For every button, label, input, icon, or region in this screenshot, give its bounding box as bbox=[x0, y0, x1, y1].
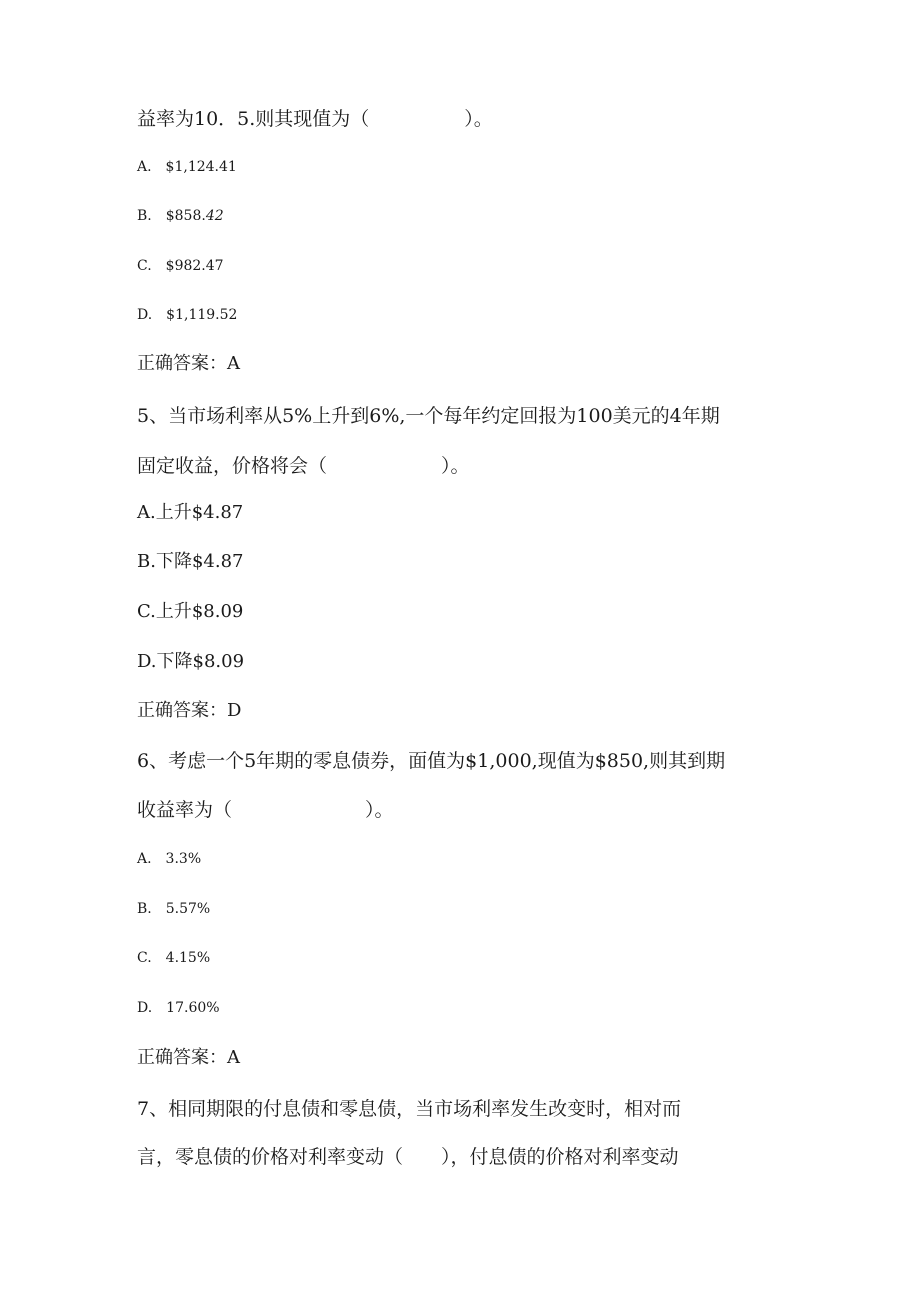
q5-option-b: B.下降$4.87 bbox=[137, 551, 244, 572]
q6-option-c: C. 4.15% bbox=[137, 950, 211, 966]
q6-answer: 正确答案：A bbox=[137, 1047, 240, 1068]
q7-stem-line2: 言，零息债的价格对利率变动（ ），付息债的价格对利率变动 bbox=[137, 1146, 679, 1168]
q4-answer: 正确答案：A bbox=[137, 353, 240, 374]
q6-option-d: D. 17.60% bbox=[137, 1000, 220, 1016]
q6-option-b: B. 5.57% bbox=[137, 901, 211, 917]
q4-option-d: D. $1,119.52 bbox=[137, 307, 238, 323]
q4-option-b-decimal: 42 bbox=[205, 208, 224, 224]
q5-option-a: A.上升$4.87 bbox=[137, 502, 244, 523]
q5-option-d: D.下降$8.09 bbox=[137, 651, 245, 672]
q5-answer: 正确答案：D bbox=[137, 700, 242, 721]
q4-option-b-text: B. $858. bbox=[137, 208, 206, 224]
q6-stem-line2: 收益率为（ ）。 bbox=[137, 799, 394, 821]
q5-stem-line2: 固定收益，价格将会（ ）。 bbox=[137, 455, 470, 477]
q7-stem-line1: 7、相同期限的付息债和零息债，当市场利率发生改变时，相对而 bbox=[137, 1098, 682, 1120]
q4-option-b bbox=[137, 205, 224, 225]
q6-option-a: A. 3.3% bbox=[137, 851, 202, 867]
q4-option-c: C. $982.47 bbox=[137, 258, 224, 274]
q5-option-c: C.上升$8.09 bbox=[137, 601, 244, 622]
q5-stem-line1: 5、当市场利率从5%上升到6%,一个每年约定回报为100美元的4年期 bbox=[137, 405, 720, 427]
q6-stem-line1: 6、考虑一个5年期的零息债券，面值为$1,000,现值为$850,则其到期 bbox=[137, 750, 726, 772]
q4-option-a: A. $1,124.41 bbox=[137, 159, 237, 175]
q4-stem-tail: 益率为10．5.则其现值为（ ）。 bbox=[137, 108, 493, 130]
